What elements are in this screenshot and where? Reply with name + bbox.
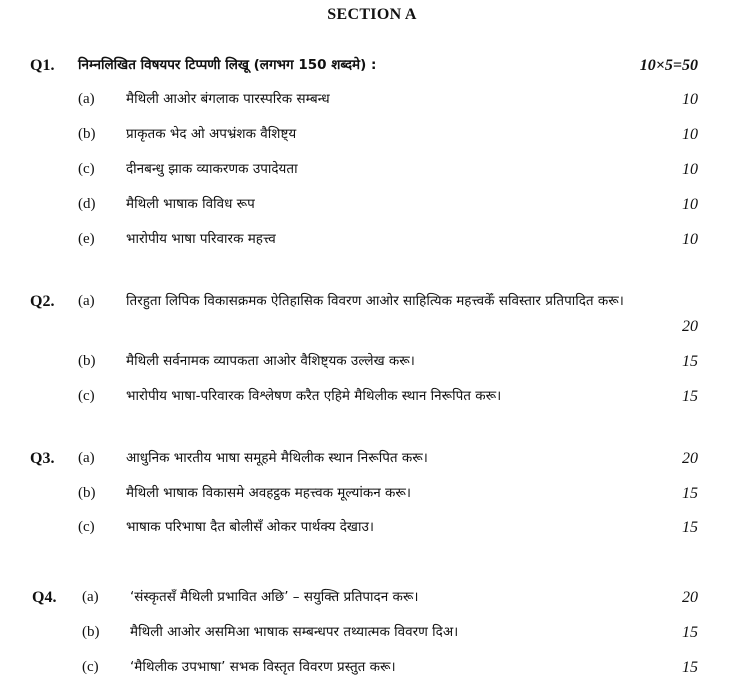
question-number: Q1. <box>30 57 55 74</box>
part-text: आधुनिक भारतीय भाषा समूहमे मैथिलीक स्थान निरूपित करू। <box>126 450 428 466</box>
part-text: मैथिली आओर असमिआ भाषाक सम्बन्धपर तथ्यात्मक विवरण दिअ। <box>130 624 459 640</box>
part-text: भारोपीय भाषा-परिवारक विश्लेषण करैत एहिमे मैथिलीक स्थान निरूपित करू। <box>126 388 502 404</box>
part-text: भाषाक परिभाषा दैत बोलीसँ ओकर पार्थक्य देखाउ। <box>126 519 374 535</box>
part-text: प्राकृतक भेद ओ अपभ्रंशक वैशिष्ट्य <box>126 126 297 142</box>
part-marks: 20 <box>682 589 698 606</box>
part-text: तिरहुता लिपिक विकासक्रमक ऐतिहासिक विवरण आओर साहित्यिक महत्त्वकेँ सविस्तार प्रतिपादित करू। <box>126 293 624 309</box>
part-label: (b) <box>78 353 96 369</box>
part-text: मैथिली भाषाक विविध रूप <box>126 196 255 212</box>
part-marks: 10 <box>682 161 698 178</box>
part-label: (a) <box>78 91 95 107</box>
part-marks: 10 <box>682 196 698 213</box>
part-marks: 10 <box>682 231 698 248</box>
part-marks: 20 <box>682 450 698 467</box>
part-marks: 20 <box>682 318 698 335</box>
part-label: (a) <box>78 450 95 466</box>
part-marks: 15 <box>682 624 698 641</box>
part-text: मैथिली सर्वनामक व्यापकता आओर वैशिष्ट्यक उल्लेख करू। <box>126 353 415 369</box>
part-marks: 10 <box>682 91 698 108</box>
part-text: भारोपीय भाषा परिवारक महत्त्व <box>126 231 276 247</box>
question-text: निम्नलिखित विषयपर टिप्पणी लिखू (लगभग 150 शब्दमे) : <box>78 57 377 73</box>
question-number: Q2. <box>30 293 55 310</box>
part-label: (b) <box>82 624 100 640</box>
part-label: (c) <box>78 161 95 177</box>
part-text: दीनबन्धु झाक व्याकरणक उपादेयता <box>126 161 298 177</box>
question-marks: 10×5=50 <box>639 57 698 74</box>
part-label: (e) <box>78 231 95 247</box>
part-label: (b) <box>78 126 96 142</box>
part-marks: 10 <box>682 126 698 143</box>
part-text: मैथिली आओर बंगलाक पारस्परिक सम्बन्ध <box>126 91 330 107</box>
part-label: (c) <box>82 659 99 675</box>
question-number: Q4. <box>32 589 57 606</box>
part-text: ‘संस्कृतसँ मैथिली प्रभावित अछि’ – सयुक्ति प्रतिपादन करू। <box>130 589 419 605</box>
part-label: (c) <box>78 388 95 404</box>
section-title: SECTION A <box>327 6 417 23</box>
part-marks: 15 <box>682 659 698 676</box>
part-text: मैथिली भाषाक विकासमे अवहट्ठक महत्त्वक मूल्यांकन करू। <box>126 485 412 501</box>
part-marks: 15 <box>682 388 698 405</box>
part-label: (d) <box>78 196 96 212</box>
part-label: (a) <box>82 589 99 605</box>
part-marks: 15 <box>682 519 698 536</box>
part-label: (c) <box>78 519 95 535</box>
question-number: Q3. <box>30 450 55 467</box>
part-label: (b) <box>78 485 96 501</box>
part-label: (a) <box>78 293 95 309</box>
part-text: ‘मैथिलीक उपभाषा’ सभक विस्तृत विवरण प्रस्तुत करू। <box>130 659 396 675</box>
part-marks: 15 <box>682 485 698 502</box>
part-marks: 15 <box>682 353 698 370</box>
